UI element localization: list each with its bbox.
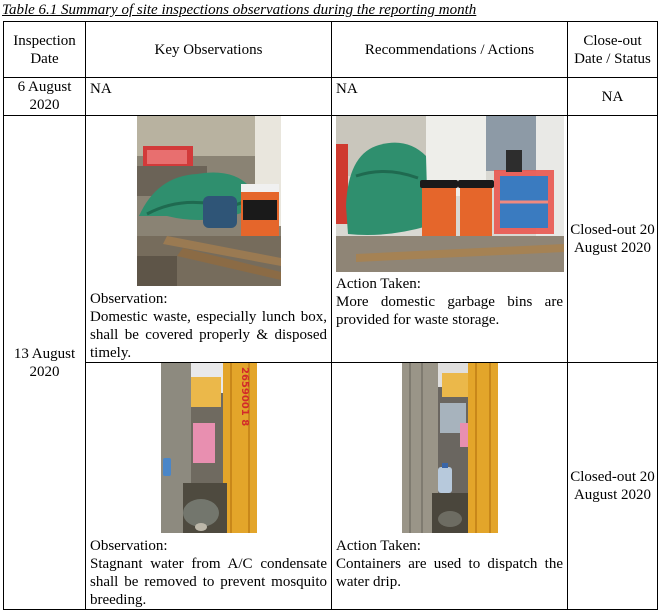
row2b-observation-text: Stagnant water from A/C condensate shall be removed to prevent mosquito breeding. bbox=[90, 556, 327, 608]
header-key-observations: Key Observations bbox=[86, 22, 332, 78]
row2b-action-label: Action Taken: bbox=[336, 538, 421, 554]
table-header-row bbox=[4, 22, 658, 78]
row2b-observation-label: Observation: bbox=[90, 538, 168, 554]
row1-status: NA bbox=[568, 78, 658, 116]
site-inspection-table bbox=[3, 21, 658, 610]
row2a-action-label: Action Taken: bbox=[336, 276, 421, 292]
header-inspection-date: Inspection Date bbox=[4, 22, 86, 78]
row2a-action bbox=[332, 116, 568, 363]
row2-date: 13 August 2020 bbox=[4, 116, 86, 610]
row2a-observation-label: Observation: bbox=[90, 291, 168, 307]
water-containers-photo bbox=[402, 363, 498, 533]
row2a-observation-text: Domestic waste, especially lunch box, shall be covered properly & disposed timely. bbox=[90, 309, 327, 361]
row2a-observation bbox=[86, 116, 332, 363]
row2b-observation bbox=[86, 363, 332, 610]
header-recommendations: Recommendations / Actions bbox=[332, 22, 568, 78]
table-row bbox=[4, 78, 658, 116]
header-closeout-status: Close-out Date / Status bbox=[568, 22, 658, 78]
stagnant-water-photo bbox=[161, 363, 257, 533]
row2a-status: Closed-out 20 August 2020 bbox=[568, 116, 658, 363]
row1-date: 6 August 2020 bbox=[4, 78, 86, 116]
row1-observation: NA bbox=[86, 78, 332, 116]
svg-text:2659001 8: 2659001 8 bbox=[238, 367, 250, 427]
row2b-action-text: Containers are used to dispatch the water drip. bbox=[336, 556, 563, 590]
table-row bbox=[4, 363, 658, 610]
garbage-bins-photo bbox=[336, 116, 564, 272]
table-row bbox=[4, 116, 658, 363]
row2a-action-text: More domestic garbage bins are provided for waste storage. bbox=[336, 294, 563, 328]
table-caption: Table 6.1 Summary of site inspections observations during the reporting month bbox=[2, 2, 477, 18]
row2b-status: Closed-out 20 August 2020 bbox=[568, 363, 658, 610]
row2b-action bbox=[332, 363, 568, 610]
waste-photo bbox=[137, 116, 281, 286]
row1-recommendation: NA bbox=[332, 78, 568, 116]
